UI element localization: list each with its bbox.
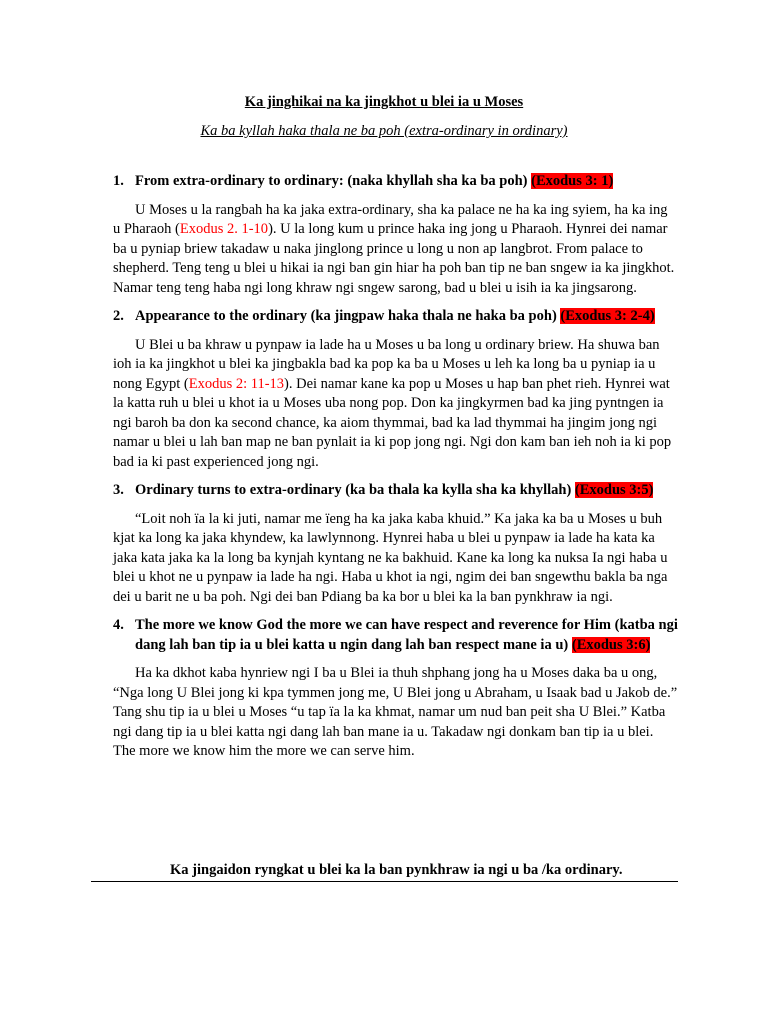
section-number: 3. — [113, 482, 124, 498]
body-text-end: ). Dei namar kane ka pop u Moses u hap ban phet rieh. Hynrei wat la katta ruh u blei u khot ia u Moses uba nong pop. Don ka jingkyrmen bad ka jing pyntngen ia ngi baroh ba don ka second chance, ka aiom thymmai, bad ka lad thymmai ha jingim jong ngi namar u blei u lah ban map ne ban pynlait ia ki pop jong ngi. Ngi don kam ban ieh noh ia ki pop bad ia ki past experienced jong ngi. — [113, 375, 672, 470]
inline-scripture-reference: Exodus 2: 11-13 — [188, 375, 285, 392]
scripture-reference-badge: (Exodus 3: 2-4) — [560, 308, 655, 324]
sections-list — [113, 172, 678, 771]
document-subtitle: Ka ba kyllah haka thala ne ba poh (extra-ordinary in ordinary) — [200, 123, 568, 139]
scripture-reference-badge: (Exodus 3:6) — [571, 636, 651, 653]
body-text: Ha ka dkhot kaba hynriew ngi I ba u Blei ia thuh shphang jong ha u Moses daka ba u ong, “Nga long U Blei jong ki kpa tymmen jong me, U Blei jong u Abraham, u Isaak bad u Jakob de.” Tang shu tip ia u blei u Moses “u tap ïa la ka khmat, namar um nud ban peit sha U Blei.” Katba ngi dang tip ia u blei katta ngi dang lah ban mane ia u. Takadaw ngi donkam ban tip ia u blei. The more we know him the more we can serve him. — [113, 665, 678, 759]
horizontal-rule — [91, 881, 678, 882]
section-body-2 — [113, 336, 678, 473]
section-heading-3 — [113, 481, 678, 501]
section-heading-1 — [113, 172, 678, 192]
section-heading-text: Appearance to the ordinary (ka jingpaw haka thala ne haka ba poh) — [135, 308, 557, 324]
closing-statement: Ka jingaidon ryngkat u blei ka la ban pynkhraw ia ngi u ba /ka ordinary. — [170, 862, 623, 878]
section-heading-text: From extra-ordinary to ordinary: (naka khyllah sha ka ba poh) — [135, 173, 528, 189]
section-heading-2 — [113, 307, 678, 327]
section-body-3 — [113, 510, 678, 608]
body-text-end: ). U la long kum u prince haka ing jong u Pharaoh. Hynrei dei namar ba u pyniap briew takadaw u naka jinglong prince u long u non ap langbrot. From palace to shepherd. Teng teng u blei u hikai ia ngi ban gin hiar ha poh ban tip ne ban sngew ia ka jingkhot. Namar teng teng haba ngi long khraw ngi sngew sarong, bad u blei u isih ia ka jingsarong. — [113, 221, 675, 296]
body-text: “Loit noh ïa la ki juti, namar me ïeng ha ka jaka kaba khuid.” Ka jaka ka ba u Moses u buh kjat ka long ka jaka khyndew, ka lawlynnong. Hynrei haba u blei u pynpaw ia lade ha kata ka jaka kata jaka ka la long ba kynjah kyntang ne ka bakhuid. Kane ka long ka nuksa Ia ngi haba u blei u khot ne u pynpaw ia lade ha ngi. Haba u khot ia ngi, ngim dei ban sngewthu bakla ba nga dei u barit ne u ba poh. Ngi dei ban Pdiang ba ka bor u blei ka la ban pynkhraw ia ngi. — [113, 510, 668, 605]
document-title: Ka jinghikai na ka jingkhot u blei ia u Moses — [244, 94, 524, 110]
section-heading-4 — [113, 616, 678, 655]
body-text-start: U Blei u ba khraw u pynpaw ia lade ha u Moses u ba long u ordinary briew. Ha shuwa ban ioh ia ka jingkhot u blei ka jingbakla bad ka pop ka ba u Moses u leh ka long ba u pyniap ia u nong Egypt ( — [113, 336, 660, 392]
section-number: 4. — [113, 617, 124, 633]
scripture-reference-badge: (Exodus 3: 1) — [531, 173, 614, 189]
inline-scripture-reference: Exodus 2. 1-10 — [179, 221, 269, 237]
section-number: 1. — [113, 173, 124, 189]
section-body-4 — [113, 664, 678, 762]
section-heading-text: The more we know God the more we can have respect and reverence for Him (katba ngi dang lah ban tip ia u blei katta u ngin dang lah ban respect mane ia u) — [135, 617, 678, 653]
section-body-1 — [113, 201, 678, 299]
section-heading-text: Ordinary turns to extra-ordinary (ka ba thala ka kylla sha ka khyllah) — [135, 482, 572, 498]
body-text-start: U Moses u la rangbah ha ka jaka extra-ordinary, sha ka palace ne ha ka ing syiem, ha ka ing u Pharaoh ( — [113, 201, 668, 237]
scripture-reference-badge: (Exodus 3:5) — [574, 482, 654, 498]
section-number: 2. — [113, 308, 124, 324]
